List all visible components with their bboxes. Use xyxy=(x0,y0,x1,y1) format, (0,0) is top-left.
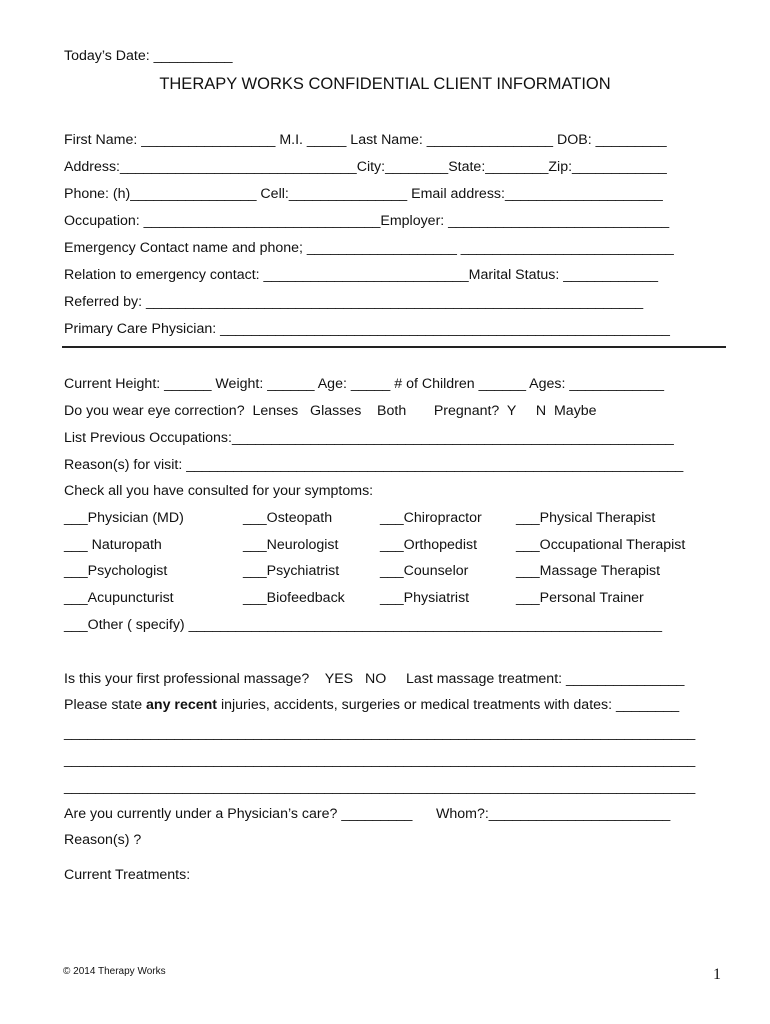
injuries-suffix: injuries, accidents, surgeries or medical treatments with dates: ________ xyxy=(217,697,680,713)
checkbox-physiatrist[interactable]: ___Physiatrist xyxy=(380,590,470,606)
injuries-blank-line[interactable]: ________________________________________________________________________________ xyxy=(64,725,696,741)
current-treatments-label: Current Treatments: xyxy=(64,867,191,883)
checkbox-physician[interactable]: ___Physician (MD) xyxy=(64,510,184,526)
physician-reasons-label: Reason(s) ? xyxy=(64,832,142,848)
first-massage-question[interactable]: Is this your first professional massage? YES NO Last massage treatment: _______________ xyxy=(64,671,685,687)
referred-by-field[interactable]: Referred by: _______________________________________________________________ xyxy=(64,294,644,310)
name-dob-fields[interactable]: First Name: _________________ M.I. _____ Last Name: ________________ DOB: _________ xyxy=(64,132,667,148)
address-fields[interactable]: Address:______________________________City:________State:________Zip:____________ xyxy=(64,159,667,175)
checkbox-neurologist[interactable]: ___Neurologist xyxy=(243,537,339,553)
emergency-contact-field[interactable]: Emergency Contact name and phone; ___________________ ___________________________ xyxy=(64,240,674,256)
relation-marital-fields[interactable]: Relation to emergency contact: __________________________Marital Status: ____________ xyxy=(64,267,658,283)
height-weight-age-fields[interactable]: Current Height: ______ Weight: ______ Age: _____ # of Children ______ Ages: ____________ xyxy=(64,376,665,392)
other-specify-field[interactable]: ___Other ( specify) ____________________________________________________________ xyxy=(64,617,663,633)
checkbox-personal-trainer[interactable]: ___Personal Trainer xyxy=(516,590,644,606)
injuries-prefix: Please state xyxy=(64,697,147,713)
checkbox-physical-therapist[interactable]: ___Physical Therapist xyxy=(516,510,656,526)
checkbox-naturopath[interactable]: ___ Naturopath xyxy=(64,537,162,553)
page-title: THERAPY WORKS CONFIDENTIAL CLIENT INFORMATION xyxy=(159,75,611,93)
consulted-instruction: Check all you have consulted for your symptoms: xyxy=(64,483,374,499)
checkbox-massage-therapist[interactable]: ___Massage Therapist xyxy=(516,563,661,579)
checkbox-occupational-therapist[interactable]: ___Occupational Therapist xyxy=(516,537,686,553)
injuries-question[interactable] xyxy=(64,696,679,714)
occupation-employer-fields[interactable]: Occupation: ______________________________Employer: ____________________________ xyxy=(64,213,670,229)
primary-care-physician-field[interactable]: Primary Care Physician: _________________________________________________________ xyxy=(64,321,670,337)
checkbox-counselor[interactable]: ___Counselor xyxy=(380,563,469,579)
injuries-emphasis: any recent xyxy=(146,697,218,713)
checkbox-biofeedback[interactable]: ___Biofeedback xyxy=(243,590,345,606)
checkbox-chiropractor[interactable]: ___Chiropractor xyxy=(380,510,482,526)
physician-care-question[interactable]: Are you currently under a Physician’s care? _________ Whom?:_______________________ xyxy=(64,806,671,822)
todays-date-field[interactable]: Today’s Date: __________ xyxy=(64,48,233,64)
injuries-blank-line[interactable]: ________________________________________________________________________________ xyxy=(64,779,696,795)
checkbox-psychologist[interactable]: ___Psychologist xyxy=(64,563,168,579)
checkbox-psychiatrist[interactable]: ___Psychiatrist xyxy=(243,563,340,579)
injuries-blank-line[interactable]: ________________________________________________________________________________ xyxy=(64,752,696,768)
page-number: 1 xyxy=(713,966,721,983)
reason-for-visit-field[interactable]: Reason(s) for visit: _______________________________________________________________ xyxy=(64,457,684,473)
checkbox-orthopedist[interactable]: ___Orthopedist xyxy=(380,537,478,553)
copyright-footer: © 2014 Therapy Works xyxy=(63,966,166,977)
previous-occupations-field[interactable]: List Previous Occupations:________________________________________________________ xyxy=(64,430,674,446)
eye-correction-pregnant-options[interactable]: Do you wear eye correction? Lenses Glasses Both Pregnant? Y N Maybe xyxy=(64,403,597,419)
phone-email-fields[interactable]: Phone: (h)________________ Cell:_______________ Email address:____________________ xyxy=(64,186,663,202)
checkbox-acupuncturist[interactable]: ___Acupuncturist xyxy=(64,590,174,606)
section-divider xyxy=(62,346,726,348)
checkbox-osteopath[interactable]: ___Osteopath xyxy=(243,510,333,526)
